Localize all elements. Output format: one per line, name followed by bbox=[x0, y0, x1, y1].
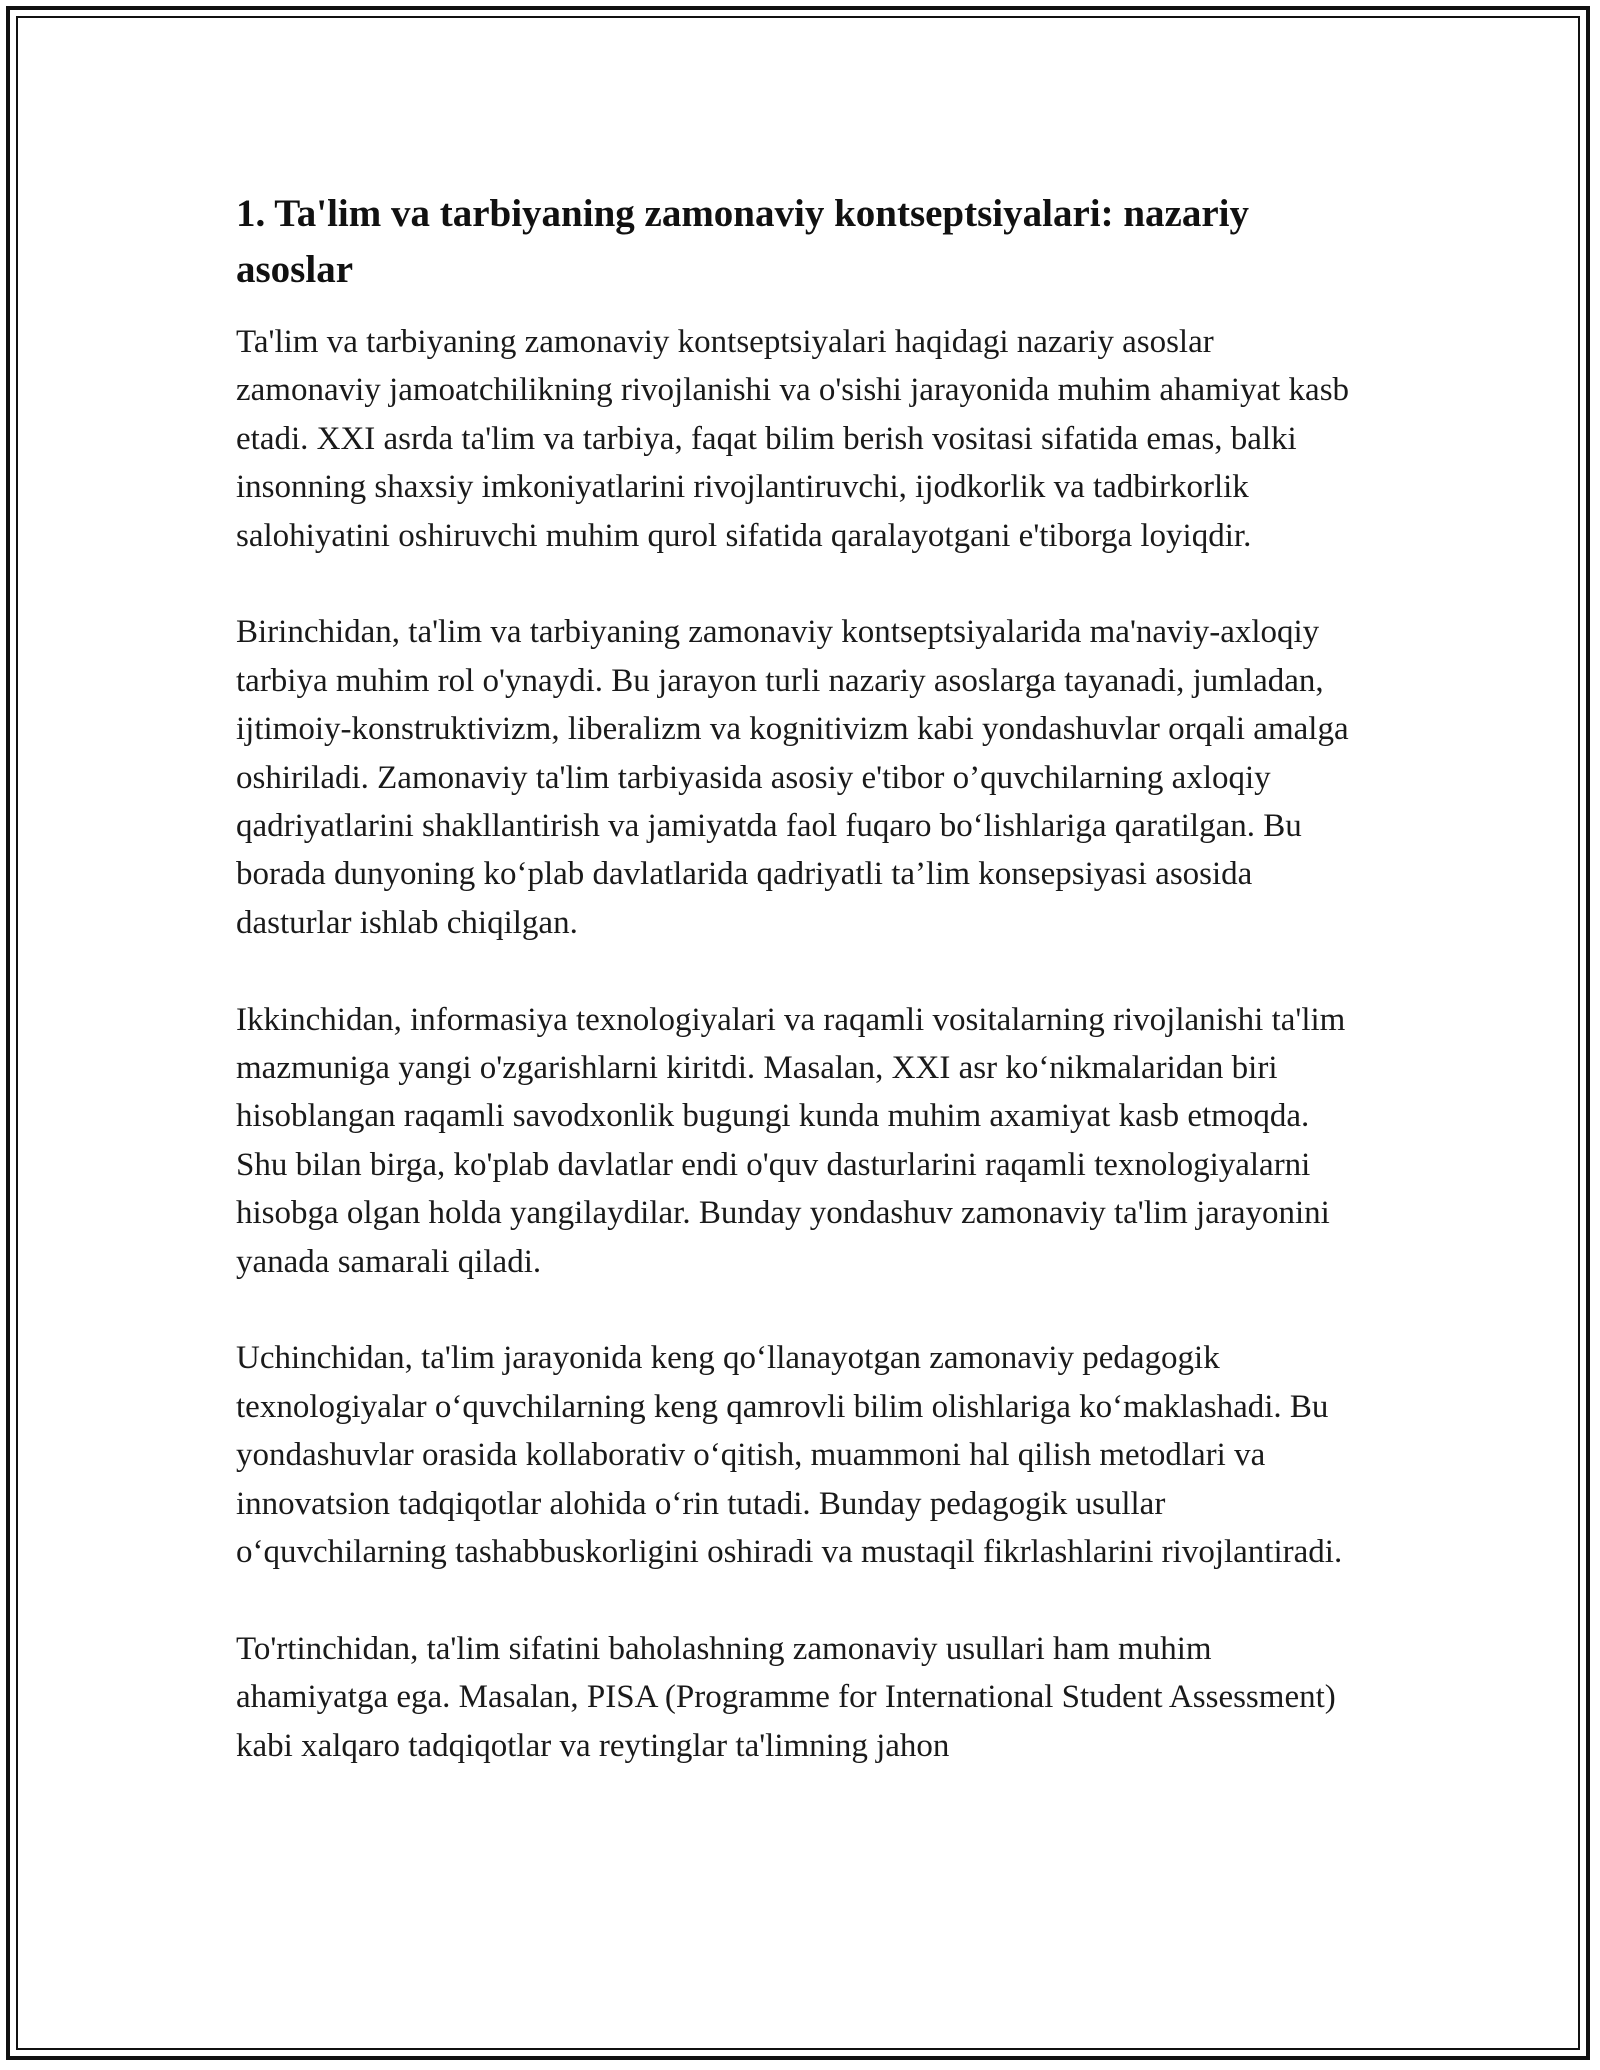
paragraph-first-point: Birinchidan, ta'lim va tarbiyaning zamonaviy kontseptsiyalarida ma'naviy-axloqiy tarbiya muhim rol o'ynaydi. Bu jarayon turli nazariy asoslarga tayanadi, jumladan, ijtimoiy-konstruktivizm, liberalizm va kognitivizm kabi yondashuvlar orqali amalga oshiriladi. Zamonaviy ta'lim tarbiyasida asosiy e'tibor o’quvchilarning axloqiy qadriyatlarini shakllantirish va jamiyatda faol fuqaro bo‘lishlariga qaratilgan. Bu borada dunyoning ko‘plab davlatlarida qadriyatli ta’lim konsepsiyasi asosida dasturlar ishlab chiqilgan. bbox=[236, 614, 1349, 941]
paragraph-second-point: Ikkinchidan, informasiya texnologiyalari va raqamli vositalarning rivojlanishi ta'lim mazmuniga yangi o'zgarishlarni kiritdi. Masalan, XXI asr ko‘nikmalaridan biri hisoblangan raqamli savodxonlik bugungi kunda muhim axamiyat kasb etmoqda. Shu bilan birga, ko'plab davlatlar endi o'quv dasturlarini raqamli texnologiyalarni hisobga olgan holda yangilaydilar. Bunday yondashuv zamonaviy ta'lim jarayonini yanada samarali qiladi. bbox=[236, 1001, 1346, 1280]
section-heading: 1. Ta'lim va tarbiyaning zamonaviy kontseptsiyalari: nazariy asoslar bbox=[236, 192, 1249, 291]
paragraph-fourth-point: To'rtinchidan, ta'lim sifatini baholashning zamonaviy usullari ham muhim ahamiyatga ega. Masalan, PISA (Programme for International Student Assessment) kabi xalqaro tadqiqotlar va reytinglar ta'limning jahon bbox=[236, 1630, 1336, 1764]
document-body bbox=[236, 186, 1366, 1819]
paragraph-intro: Ta'lim va tarbiyaning zamonaviy kontseptsiyalari haqidagi nazariy asoslar zamonaviy jamoatchilikning rivojlanishi va o'sishi jarayonida muhim ahamiyat kasb etadi. XXI asrda ta'lim va tarbiya, faqat bilim berish vositasi sifatida emas, balki insonning shaxsiy imkoniyatlarini rivojlantiruvchi, ijodkorlik va tadbirkorlik salohiyatini oshiruvchi muhim qurol sifatida qaralayotgani e'tiborga loyiqdir. bbox=[236, 324, 1350, 554]
paragraph-third-point: Uchinchidan, ta'lim jarayonida keng qo‘llanayotgan zamonaviy pedagogik texnologiyalar o‘quvchilarning keng qamrovli bilim olishlariga ko‘maklashadi. Bu yondashuvlar orasida kollaborativ o‘qitish, muammoni hal qilish metodlari va innovatsion tadqiqotlar alohida o‘rin tutadi. Bunday pedagogik usullar o‘quvchilarning tashabbuskorligini oshiradi va mustaqil fikrlashlarini rivojlantiradi. bbox=[236, 1340, 1343, 1571]
